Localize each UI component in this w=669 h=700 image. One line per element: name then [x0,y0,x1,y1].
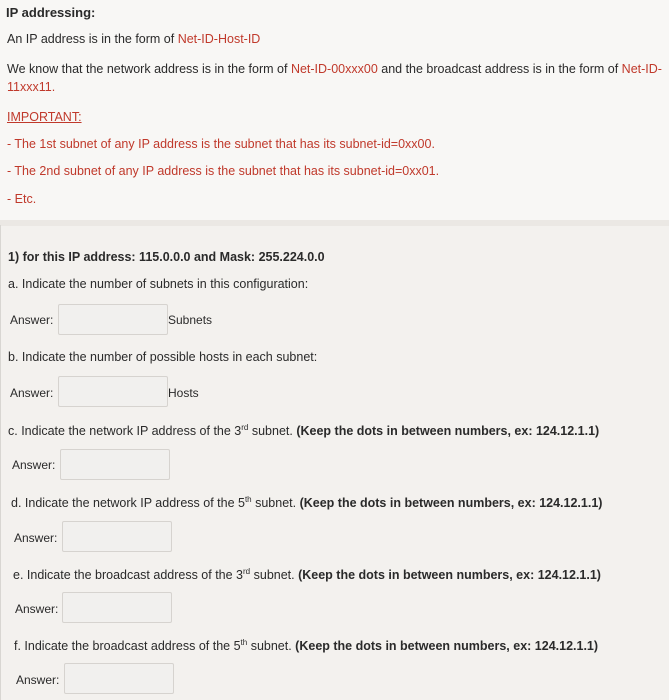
answer-label-c: Answer: [12,458,56,472]
answer-input-a[interactable] [58,304,168,335]
answer-label-d: Answer: [14,531,58,545]
intro-broadcast-form-a: Net-ID- [621,62,662,76]
part-f-post: subnet. [247,639,296,653]
answer-input-b[interactable] [58,376,168,407]
intro-line-1 [7,32,260,46]
part-c-sup: rd [241,422,249,432]
answer-input-d[interactable] [62,521,172,552]
important-item-2: - The 2nd subnet of any IP address is the subnet that has its subnet-id=0xx01. [7,164,440,178]
important-item-3: - Etc. [7,192,37,206]
part-f-text: f. Indicate the broadcast address of the 5 [14,639,241,653]
unit-subnets: Subnets [168,313,213,327]
left-border [0,225,1,700]
intro-host-id-form: Net-ID-Host-ID [177,32,261,46]
answer-label-e: Answer: [15,602,59,616]
part-d-sup: th [244,494,252,504]
part-e-text: e. Indicate the broadcast address of the 3 [13,568,244,582]
part-e-post: subnet. [250,568,299,582]
answer-label-b: Answer: [10,386,54,400]
part-c-prompt [8,424,599,438]
part-d-prompt [11,496,602,510]
intro-line-2-text: We know that the network address is in the form of [7,62,291,76]
answer-label-a: Answer: [10,313,54,327]
part-e-prompt [13,568,601,582]
part-f-note: (Keep the dots in between numbers, ex: 124.12.1.1) [295,639,599,653]
part-d-text: d. Indicate the network IP address of the 5 [11,496,245,510]
important-title: IMPORTANT: [7,110,82,124]
intro-line-1-text: An IP address is in the form of [7,32,178,46]
part-f-sup: th [240,637,248,647]
important-item-1: - The 1st subnet of any IP address is the subnet that has its subnet-id=0xx00. [7,137,435,151]
answer-label-f: Answer: [16,673,60,687]
answer-input-c[interactable] [60,449,170,480]
part-c-post: subnet. [248,424,297,438]
page-title: IP addressing: [6,5,96,20]
intro-line-2 [7,62,662,76]
part-e-note: (Keep the dots in between numbers, ex: 124.12.1.1) [298,568,601,582]
part-d-post: subnet. [251,496,300,510]
part-d-note: (Keep the dots in between numbers, ex: 124.12.1.1) [299,496,603,510]
unit-hosts: Hosts [168,386,199,400]
part-f-prompt [14,639,598,653]
intro-network-form: Net-ID-00xxx00 [290,62,378,76]
answer-input-f[interactable] [64,663,174,694]
part-a-prompt: a. Indicate the number of subnets in this configuration: [8,277,309,291]
intro-broadcast-form-b: 11xxx11. [7,80,56,94]
part-c-note: (Keep the dots in between numbers, ex: 124.12.1.1) [296,424,600,438]
question-title: 1) for this IP address: 115.0.0.0 and Mask: 255.224.0.0 [8,250,325,264]
part-e-sup: rd [243,566,251,576]
intro-line-2-mid: and the broadcast address is in the form of [377,62,622,76]
part-b-prompt: b. Indicate the number of possible hosts in each subnet: [8,350,318,364]
answer-input-e[interactable] [62,592,172,623]
part-c-text: c. Indicate the network IP address of the 3 [8,424,242,438]
